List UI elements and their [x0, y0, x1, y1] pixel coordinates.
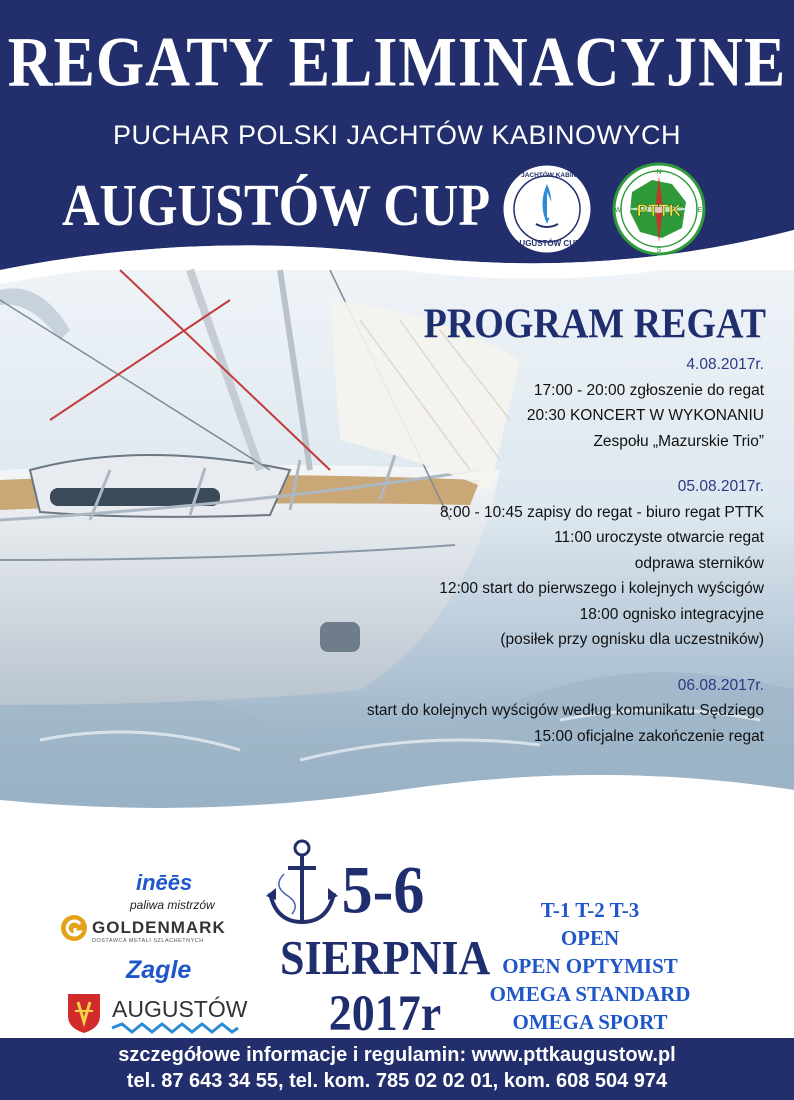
- svg-text:E: E: [697, 207, 703, 214]
- program-spacer: [304, 454, 764, 474]
- augustow-wave-icon: [112, 1024, 238, 1032]
- program-item: 12:00 start do pierwszego i kolejnych wyścigów: [439, 580, 764, 597]
- program-item: 15:00 oficjalne zakończenie regat: [533, 727, 764, 745]
- program-item: 8:00 - 10:45 zapisy do regat - biuro regat PTTK: [440, 503, 764, 521]
- program-item: 18:00 ognisko integracyjne: [579, 605, 764, 623]
- svg-text:N: N: [656, 169, 662, 176]
- program-item: 17:00 - 20:00 zgłoszenie do regat: [533, 381, 764, 399]
- svg-text:S: S: [656, 247, 662, 254]
- poster-title: REGATY ELIMINACYJNE: [7, 23, 787, 102]
- program-date: 4.08.2017r.: [686, 356, 764, 373]
- goldenmark-icon: [60, 914, 88, 942]
- class-item: OMEGA STANDARD: [489, 982, 691, 1006]
- augustow-coat-of-arms-icon: [66, 992, 102, 1034]
- footer-phone-line: tel. 87 643 34 55, tel. kom. 785 02 02 01, kom. 608 504 974: [126, 1070, 668, 1092]
- footer-website-line: szczegółowe informacje i regulamin: www.pttkaugustow.pl: [118, 1044, 676, 1066]
- class-item: OPEN: [560, 926, 620, 950]
- program-date: 06.08.2017r.: [677, 676, 764, 694]
- poster-subtitle: PUCHAR POLSKI JACHTÓW KABINOWYCH: [112, 120, 682, 150]
- program-item: 20:30 KONCERT W WYKONANIU: [526, 407, 764, 424]
- inees-tagline: paliwa mistrzów: [130, 898, 215, 912]
- program-item: 11:00 uroczyste otwarcie regat: [554, 529, 764, 546]
- program-title: PROGRAM REGAT: [423, 301, 766, 348]
- class-item: OPEN OPTYMIST: [502, 954, 678, 978]
- augustow-logo: AUGUSTÓW: [112, 996, 248, 1022]
- svg-text:REGATY JACHTÓW KABINOWYCH: REGATY JACHTÓW KABINOWYCH: [492, 172, 602, 179]
- inees-logo: inēēs: [136, 870, 193, 895]
- footer-info: [0, 1042, 794, 1094]
- program-item: (posiłek przy ognisku dla uczestników): [500, 631, 764, 648]
- goldenmark-tagline: DOSTAWCA METALI SZLACHETNYCH: [92, 938, 204, 944]
- pttk-logo: [612, 162, 706, 256]
- goldenmark-logo: GOLDENMARK: [92, 918, 226, 937]
- augustow-cup-logo: [492, 162, 602, 256]
- program-item: Zespołu „Mazurskie Trio”: [593, 432, 764, 450]
- event-month: SIERPNIA: [280, 931, 491, 985]
- program-date: 05.08.2017r.: [677, 478, 764, 495]
- program-spacer: [304, 653, 764, 673]
- cup-name: AUGUSTÓW CUP: [62, 173, 491, 239]
- class-item: T-1 T-2 T-3: [540, 898, 640, 922]
- class-item: OMEGA SPORT: [512, 1010, 668, 1034]
- event-days: 5-6: [341, 853, 425, 928]
- program-schedule: [304, 352, 764, 749]
- pttk-logo-text: PTTK: [636, 201, 682, 220]
- boat-classes: [480, 896, 700, 1036]
- svg-text:AUGUSTÓW CUP: AUGUSTÓW CUP: [513, 239, 581, 248]
- svg-text:W: W: [614, 207, 622, 214]
- event-year: 2017r: [328, 985, 442, 1042]
- zagle-logo: Zagle: [126, 956, 192, 984]
- program-item: odprawa sterników: [634, 554, 764, 572]
- program-item: start do kolejnych wyścigów według komunikatu Sędziego: [366, 702, 764, 719]
